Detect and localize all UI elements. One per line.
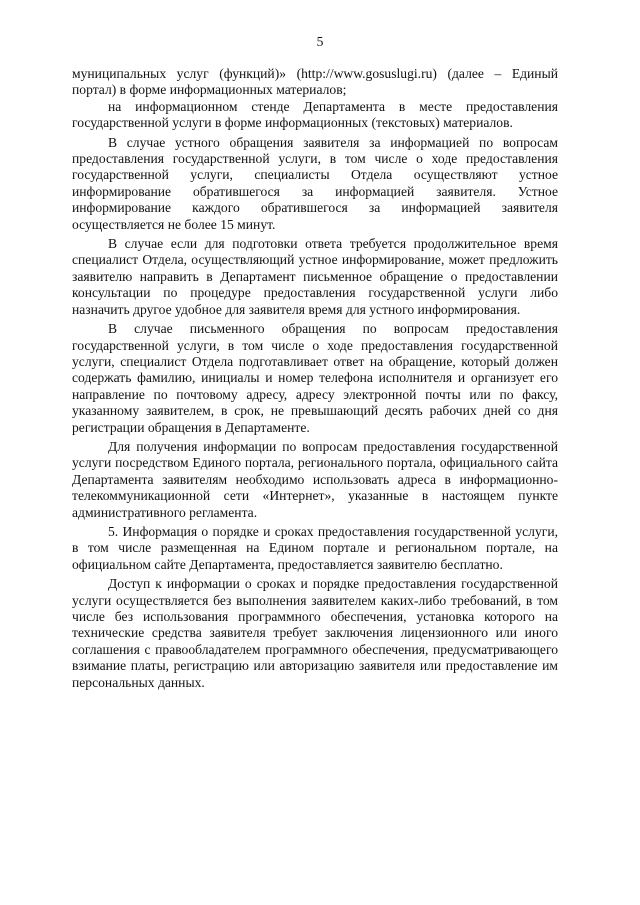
paragraph-free-info: 5. Информация о порядке и сроках предоставления государственной услуги, в том числе размещенная на Едином портале и региональном портале, на официальном сайте Департамента, предоставляется заявителю бесплатно. — [72, 523, 558, 572]
paragraph-access: Доступ к информации о сроках и порядке предоставления государственной услуги осуществляется без выполнения заявителем каких-либо требований, в том числе без использования программного обеспечения, установка которого на технические средства заявителя требует заключения лицензионного или иного соглашения с правообладателем программного обеспечения, предусматривающего взимание платы, регистрацию или авторизацию заявителя или предоставление им персональных данных. — [72, 576, 558, 690]
paragraph-info-stand: на информационном стенде Департамента в месте предоставления государственной услуги в форме информационных (текстовых) материалов. — [72, 98, 558, 131]
paragraph-continuation: муниципальных услуг (функций)» (http://www.gosuslugi.ru) (далее – Единый портал) в форме информационных материалов; — [72, 66, 558, 98]
paragraph-long-answer: В случае если для подготовки ответа требуется продолжительное время специалист Отдела, осуществляющий устное информирование, может предложить заявителю направить в Департамент письменное обращение о предоставлении консультации по процедуре предоставления государственной услуги либо назначить другое удобное для заявителя время для устного информирования. — [72, 236, 558, 317]
paragraph-portal-info: Для получения информации по вопросам предоставления государственной услуги посредством Единого портала, регионального портала, официального сайта Департамента заявителям необходимо использовать адреса в информационно-телекоммуникационной сети «Интернет», указанные в настоящем пункте административного регламента. — [72, 438, 558, 520]
page-number: 5 — [316, 34, 324, 49]
paragraph-oral-request: В случае устного обращения заявителя за информацией по вопросам предоставления государственной услуги, в том числе о ходе предоставления государственной услуги, специалисты Отдела осуществляют устное информирование обратившегося за информацией заявителя. Устное информирование каждого обратившегося за информацией заявителя осуществляется не более 15 минут. — [72, 134, 558, 232]
document-body — [72, 66, 558, 691]
paragraph-written-request: В случае письменного обращения по вопросам предоставления государственной услуги, в том числе о ходе предоставления государственной услуги, специалист Отдела подготавливает ответ на обращение, который должен содержать фамилию, инициалы и номер телефона исполнителя и организует его направление по почтовому адресу, адресу электронной почты или по факсу, указанному заявителем, в срок, не превышающий десять рабочих дней со дня регистрации обращения в Департаменте. — [72, 321, 558, 435]
